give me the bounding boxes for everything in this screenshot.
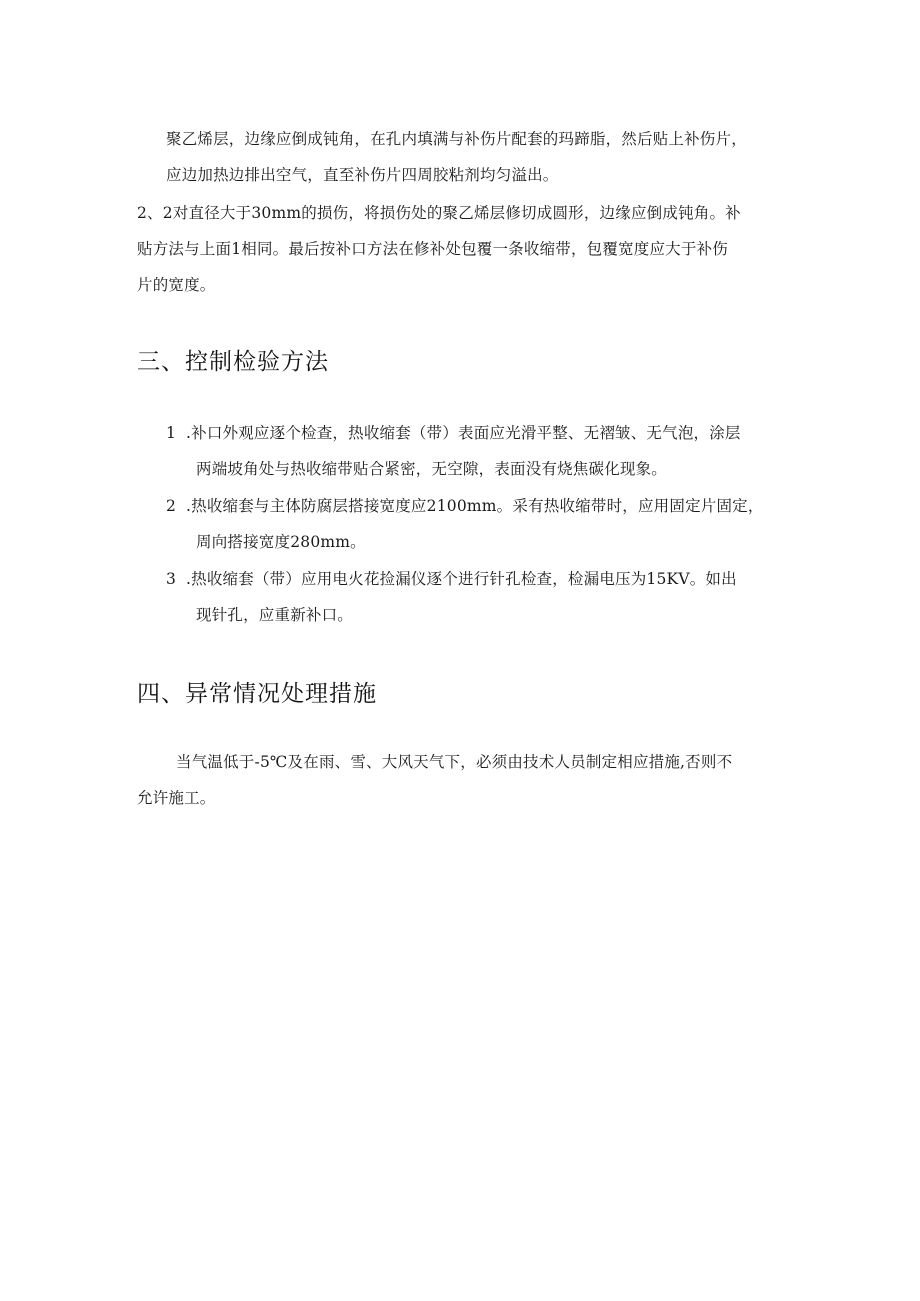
item-2-2-line-3: 片的宽度。 bbox=[137, 276, 216, 294]
item-3-3-line-1: .热收缩套（带）应用电火花捡漏仪逐个进行针孔检查，检漏电压为15KV。如出 bbox=[186, 570, 737, 588]
section-4-paragraph-line-1: 当气温低于-5℃及在雨、雪、大风天气下，必须由技术人员制定相应措施,否则不 bbox=[176, 753, 733, 771]
section-4-heading: 四、异常情况处理措施 bbox=[137, 681, 377, 707]
item-2-2-line-2: 贴方法与上面1相同。最后按补口方法在修补处包覆一条收缩带，包覆宽度应大于补伤 bbox=[137, 240, 728, 258]
section-4-paragraph-line-2: 允许施工。 bbox=[137, 789, 216, 807]
item-3-2-number: 2 bbox=[166, 497, 176, 515]
item-2-1-line-3: 应边加热边排出空气，直至补伤片四周胶粘剂均匀溢出。 bbox=[166, 166, 559, 184]
item-3-3-line-2: 现针孔，应重新补口。 bbox=[196, 606, 354, 624]
item-2-1-line-2: 聚乙烯层，边缘应倒成钝角，在孔内填满与补伤片配套的玛蹄脂，然后贴上补伤片， bbox=[166, 130, 747, 148]
item-3-3-number: 3 bbox=[166, 570, 176, 588]
item-2-2-line-1: 2、2对直径大于30mm的损伤，将损伤处的聚乙烯层修切成圆形，边缘应倒成钝角。补 bbox=[137, 204, 741, 222]
section-3-heading: 三、控制检验方法 bbox=[137, 349, 329, 375]
item-3-2-line-1: .热收缩套与主体防腐层搭接宽度应2100mm。采有热收缩带时，应用固定片固定， bbox=[186, 497, 764, 515]
item-3-1-line-1: .补口外观应逐个检查，热收缩套（带）表面应光滑平整、无褶皱、无气泡，涂层 bbox=[186, 424, 741, 442]
item-3-2-line-2: 周向搭接宽度280mm。 bbox=[196, 533, 366, 551]
item-3-1-line-2: 两端坡角处与热收缩带贴合紧密，无空隙，表面没有烧焦碳化现象。 bbox=[196, 460, 668, 478]
item-3-1-number: 1 bbox=[166, 424, 176, 442]
